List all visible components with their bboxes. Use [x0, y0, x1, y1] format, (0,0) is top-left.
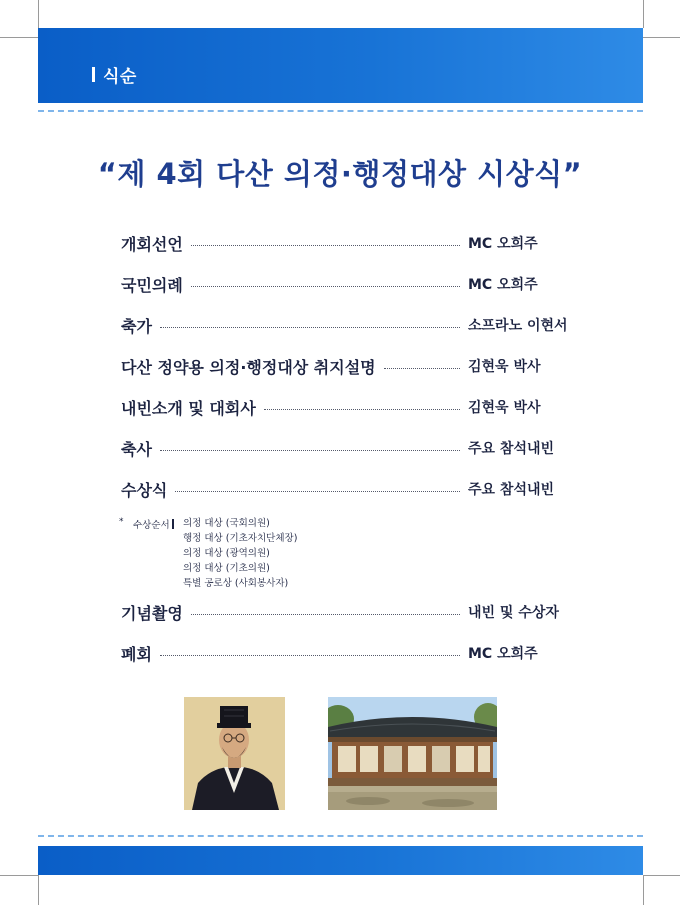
program-item-value: MC 오희주: [468, 236, 538, 252]
header-accent-bar: [92, 67, 95, 82]
program-item-value: MC 오희주: [468, 646, 538, 662]
program-item-label: 축가: [121, 316, 152, 336]
crop-mark: [643, 875, 644, 905]
dotted-leader: [191, 286, 460, 287]
program-item-label: 축사: [121, 439, 152, 459]
crop-mark: [38, 0, 39, 28]
crop-mark: [643, 0, 644, 28]
award-order-label: 수상순서: [133, 520, 170, 531]
dotted-leader: [384, 368, 460, 369]
program-item-value: 내빈 및 수상자: [468, 605, 559, 621]
program-row-guests: [121, 395, 566, 419]
program-item-label: 폐회: [121, 644, 152, 664]
dotted-leader: [191, 245, 460, 246]
program-item-value: 소프라노 이현서: [468, 318, 568, 334]
program-row-awards: [121, 477, 566, 501]
program-item-value: MC 오희주: [468, 277, 538, 293]
program-item-value: 주요 참석내빈: [468, 482, 555, 498]
program-row-closing: [121, 641, 566, 665]
program-row-purpose: [121, 354, 566, 378]
crop-mark: [0, 37, 38, 38]
list-item: 의정 대상 (국회의원): [183, 518, 270, 529]
note-separator-bar: [172, 519, 174, 529]
program-row-ceremony: [121, 272, 566, 296]
program-item-value: 김현욱 박사: [468, 359, 541, 375]
program-row-photo: [121, 600, 566, 624]
program-row-opening: [121, 231, 566, 255]
program-item-value: 김현욱 박사: [468, 400, 541, 416]
program-row-song: [121, 313, 566, 337]
note-star: *: [119, 517, 124, 527]
traditional-house-image: [328, 697, 497, 810]
program-item-value: 주요 참석내빈: [468, 441, 555, 457]
list-item: 의정 대상 (광역의원): [183, 548, 270, 559]
dotted-leader: [160, 327, 460, 328]
crop-mark: [643, 37, 680, 38]
list-item: 의정 대상 (기초의원): [183, 563, 270, 574]
crop-mark: [643, 875, 680, 876]
dotted-leader: [175, 491, 460, 492]
page-title: “제 4회 다산 의정·행정대상 시상식”: [97, 157, 583, 191]
bottom-dashed-divider: [38, 835, 643, 837]
dotted-leader: [160, 655, 460, 656]
program-item-label: 기념촬영: [121, 603, 183, 623]
footer-band: [38, 846, 643, 875]
dotted-leader: [264, 409, 460, 410]
award-order-list: [183, 516, 297, 591]
top-dashed-divider: [38, 110, 643, 112]
program-item-label: 수상식: [121, 480, 168, 500]
dotted-leader: [160, 450, 460, 451]
list-item: 특별 공로상 (사회봉사자): [183, 578, 289, 589]
program-item-label: 국민의례: [121, 275, 183, 295]
section-label: 식순: [103, 67, 137, 87]
program-item-label: 개회선언: [121, 234, 183, 254]
crop-mark: [38, 875, 39, 905]
program-row-congrats: [121, 436, 566, 460]
list-item: 행정 대상 (기초자치단체장): [183, 533, 298, 544]
program-item-label: 내빈소개 및 대회사: [121, 398, 256, 418]
portrait-image: [184, 697, 285, 810]
dotted-leader: [191, 614, 460, 615]
program-item-label: 다산 정약용 의정·행정대상 취지설명: [121, 357, 376, 377]
crop-mark: [0, 875, 38, 876]
